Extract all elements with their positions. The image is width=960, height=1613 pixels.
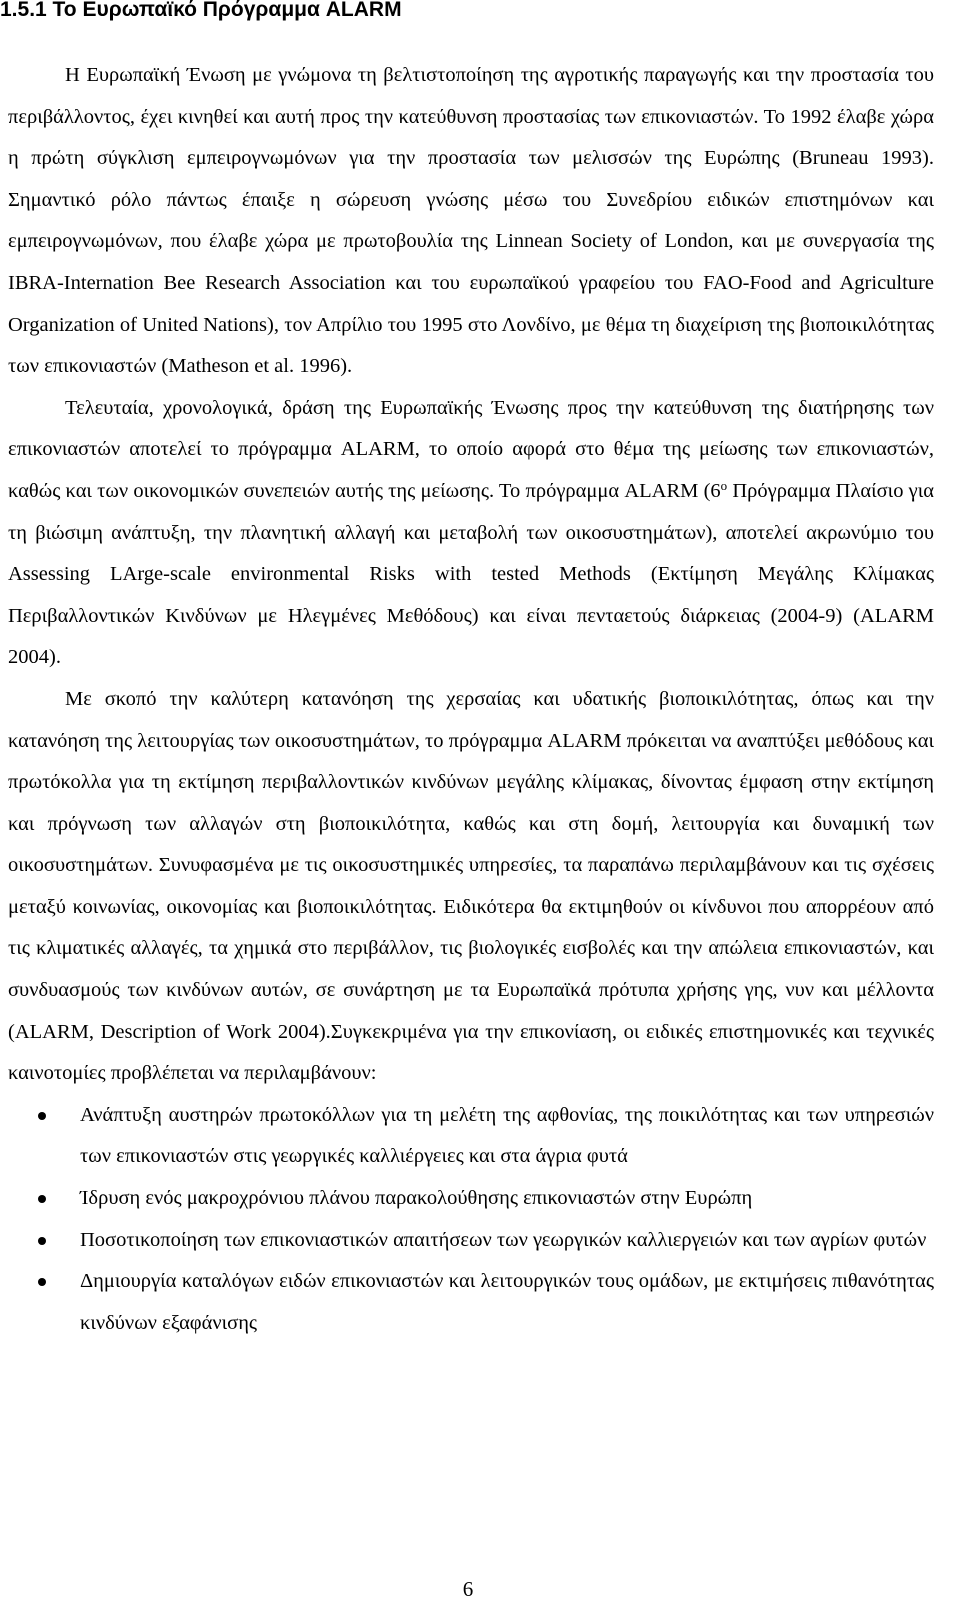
paragraph-eu-pollinator-protection: Η Ευρωπαϊκή Ένωση με γνώμονα τη βελτιστοποίηση της αγροτικής παραγωγής και την προστασία του περιβάλλοντος, έχει κινηθεί και αυτή προς την κατεύθυνση προστασίας των επικονιαστών. Το 1992 έλαβε χώρα η πρώτη σύγκλιση εμπειρογνωμόνων για την προστασία των μελισσών της Ευρώπης (Bruneau 1993). Σημαντικό ρόλο πάντως έπαιξε η σώρευση γνώσης μέσω του Συνεδρίου ειδικών επιστημόνων και εμπειρογνωμόνων, που έλαβε χώρα με πρωτοβουλία της Linnean Society of London, και με συνεργασία της IBRA-Internation Bee Research Association και του ευρωπαϊκού γραφείου του FAO-Food and Agriculture Organization of United Nations), τον Απρίλιο του 1995 στο Λονδίνο, με θέμα τη διαχείριση της βιοποικιλότητας των επικονιαστών (Matheson et al. 1996). (8, 64, 934, 378)
bullet-icon (38, 1112, 46, 1120)
ordinal-superscript: ο (720, 477, 728, 493)
list-item (8, 1220, 934, 1262)
list-item (8, 1261, 934, 1344)
paragraph-alarm-goals: Με σκοπό την καλύτερη κατανόηση της χερσαίας και υδατικής βιοποικιλότητας, όπως και την κατανόηση της λειτουργίας των οικοσυστημάτων, το πρόγραμμα ALARM πρόκειται να αναπτύξει μεθόδους και πρωτόκολλα για τη εκτίμηση περιβαλλοντικών κινδύνων μεγάλης κλίμακας, δίνοντας έμφαση στην εκτίμηση και πρόγνωση των αλλαγών στη βιοποικιλότητα, καθώς και στη δομή, λειτουργία και δυναμική των οικοσυστημάτων. Συνυφασμένα με τις οικοσυστημικές υπηρεσίες, τα παραπάνω περιλαμβάνουν και τις σχέσεις μεταξύ κοινωνίας, οικονομίας και βιοποικιλότητας. Ειδικότερα θα εκτιμηθούν οι κίνδυνοι που απορρέουν από τις κλιματικές αλλαγές, τα χημικά στο περιβάλλον, τις βιολογικές εισβολές και την απώλεια επικονιαστών, και συνδυασμούς των κινδύνων αυτών, σε συνάρτηση με τα Ευρωπαϊκά πρότυπα χρήσης γης, νυν και μέλλοντα (ALARM, Description of Work 2004).Συγκεκριμένα για την επικονίαση, οι ειδικές επιστημονικές και τεχνικές καινοτομίες προβλέπεται να περιλαμβάνουν: (8, 687, 934, 1085)
list-item-text: Ίδρυση ενός μακροχρόνιου πλάνου παρακολούθησης επικονιαστών στην Ευρώπη (80, 1187, 753, 1210)
paragraph-alarm-text-a: Τελευταία, χρονολογικά, δράση της Ευρωπαϊκής Ένωσης προς την κατεύθυνση της διατήρησης των επικονιαστών αποτελεί το πρόγραμμα ALARM, το οποίο αφορά στο θέμα της μείωσης των επικονιαστών, καθώς και των οικονομικών συνεπειών αυτής της μείωσης. Το πρόγραμμα ALARM (6 (8, 396, 934, 502)
page-number: 6 (462, 1577, 474, 1601)
document-body (8, 55, 934, 1344)
paragraph-alarm-program (8, 388, 934, 679)
list-item-text: Ανάπτυξη αυστηρών πρωτοκόλλων για τη μελέτη της αφθονίας, της ποικιλότητας και των υπηρεσιών των επικονιαστών στις γεωργικές καλλιέργειες και στα άγρια φυτά (80, 1103, 934, 1168)
paragraph-alarm-text-b: Πρόγραμμα Πλαίσιο για τη βιώσιμη ανάπτυξη, την πλανητική αλλαγή και μεταβολή των οικοσυστημάτων), αποτελεί ακρωνύμιο του Assessing LArge-scale environmental Risks with tested Methods (Εκτίμηση Μεγάλης Κλίμακας Περιβαλλοντικών Κινδύνων με Ηλεγμένες Μεθόδους) και είναι πενταετούς διάρκειας (2004-9) (ALARM 2004). (8, 479, 934, 669)
list-item-text: Δημιουργία καταλόγων ειδών επικονιαστών και λειτουργικών τους ομάδων, με εκτιμήσεις πιθανότητας κινδύνων εξαφάνισης (80, 1270, 934, 1334)
list-item (8, 1178, 934, 1220)
bullet-icon (38, 1237, 46, 1245)
list-item (8, 1095, 934, 1178)
list-item-text: Ποσοτικοποίηση των επικονιαστικών απαιτήσεων των γεωργικών καλλιεργειών και των αγρίων φυτών (80, 1228, 927, 1251)
section-heading: 1.5.1 Το Ευρωπαϊκό Πρόγραμμα ALARM (0, 0, 402, 21)
innovations-list (8, 1095, 934, 1345)
bullet-icon (38, 1278, 46, 1286)
bullet-icon (38, 1195, 46, 1203)
